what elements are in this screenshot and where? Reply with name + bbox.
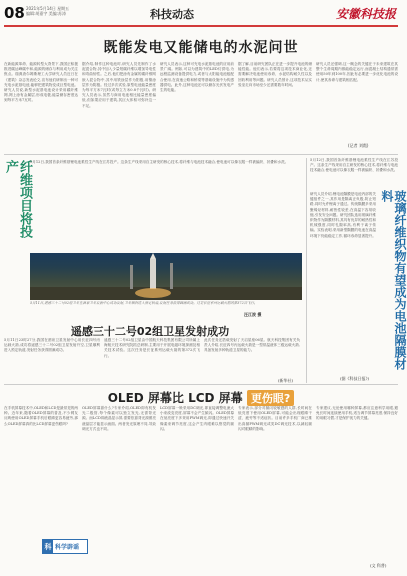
photo-credit: 汪江波 摄 bbox=[244, 312, 262, 317]
science-icon: 科 bbox=[43, 540, 53, 553]
bottom-col1: 在手机屏幕技术中,OLED和LCD是最常见的两种。近年来,随着OLED屏幕的普及,不少网友反映使用OLED屏幕手机后眼睛更容易疲劳,那么OLED屏幕真的比LCD屏幕更伤眼吗? bbox=[4, 406, 78, 426]
issue-editors: 编辑:胡嘉宇 美编:苏涛 bbox=[26, 11, 66, 16]
satellite-col2: 遥感三十二号02组卫星由中国航天科技集团有限公司所属上海航天技术研究院抓总研制,主要用于开展电磁环境探测及相关技术试验。这次任务是长征系列运载火箭的第372次飞行。 bbox=[104, 338, 200, 358]
satellite-col3: 此次任务还搭载发射了天启星座06星。航天科技集团有关负责人介绍,长征四号丙运载火箭是一型常温液体三级运载火箭,具备发射多种轨道卫星的能力。 bbox=[204, 338, 300, 353]
column-divider bbox=[306, 158, 307, 383]
top-article-col4: 据了解,目前研究团队正在进一步提升电池的储能性能。他们表示,若要将这项技术商业化,还需要解决电池使用寿命、水泥结构耐久性以及回收利用等问题。研究人员预计,这项技术从实验室走向市场至少还需要数年时间。 bbox=[238, 62, 312, 87]
divider bbox=[4, 384, 398, 385]
bottom-headline-text: OLED 屏幕比 LCD 屏幕 bbox=[107, 391, 243, 405]
photo-illustration bbox=[30, 253, 302, 300]
fiber-article-body: 5月12日,我国首条纤维基锂电池柔性生产线在江苏投产。这条生产线采用自主研发的核心技术,将纤维与电池技术融合,使电池可以像衣服一样被编织、折叠和水洗。 bbox=[30, 160, 289, 164]
divider bbox=[4, 154, 398, 155]
top-article-col5: 研究人员还强调,这一概念的关键在于未来建筑在其整个生命周期内都能稳定运行,而混凝土结构通常需使用50年到100年,因此有必要进一步优化电池的设计,使其寿命与建筑相匹配。 bbox=[316, 62, 398, 82]
bottom-col3: LCD屏幕一般采用DC调光,即直接调整电流大小来改变亮度,屏幕不会产生频闪。OLED屏幕在低亮度下多采用PWM调光,即通过快速开关像素来调节亮度,这会产生肉眼难以察觉的频闪。 bbox=[160, 406, 234, 431]
launch-photo bbox=[30, 253, 302, 300]
newspaper-logo: 安徽科技报 bbox=[335, 7, 396, 21]
satellite-col1: 5月11日23时27分,我国在酒泉卫星发射中心用长征四号丙运载火箭,成功将遥感三十二号02组卫星发射升空,卫星顺利进入预定轨道,发射任务获得圆满成功。 bbox=[4, 338, 100, 353]
vertical-title-left: 纤维项目将投产 bbox=[3, 160, 32, 238]
photo-caption: 5月11日,遥感三十二号02组卫星在酒泉卫星发射中心成功发射,卫星顺利进入预定轨道,发射任务获得圆满成功。这是长征系列运载火箭的第372次飞行。 bbox=[30, 301, 258, 305]
header-rule bbox=[4, 25, 398, 27]
top-headline: 既能发电又能储电的水泥问世 bbox=[103, 40, 299, 56]
satellite-headline: 遥感三十二号02组卫星发射成功 bbox=[70, 325, 230, 338]
issue-meta bbox=[26, 6, 69, 16]
issue-date: 2021年5月14日 星期五 bbox=[26, 6, 70, 11]
vertical-title-right: 玻璃纤维织物有望成为电池隔膜材料 bbox=[380, 190, 407, 370]
top-article-byline: (记者 刘霞) bbox=[348, 143, 369, 148]
top-article-col3: 研究人员表示,这种可充电水泥基电池的应用前景广阔。例如,可以为建筑中的LED灯供电,为远程监测设备提供电力,或者与太阳能电池板配合使用,在高速公路和桥梁等基础设施中为传感器供电。此外,这种电池还可以储存光伏发电产生的电能。 bbox=[160, 62, 234, 93]
bottom-credit: (文 科普) bbox=[370, 563, 387, 568]
science-rumor-label: 科学辟谣 bbox=[55, 544, 80, 551]
bottom-col4: 专家表示,部分对频闪较敏感的人群,长时间在低亮度下使用OLED屏幕,可能会出现眼睛干涩、疲劳等不适症状。目前许多手机厂商已推出高频PWM调光或类DC调光技术,以减轻频闪对眼睛的影响。 bbox=[238, 406, 312, 431]
top-article-col1: 在新能源革命、能源转型大背景下,我国正积极推进碳达峰碳中和,能源的储存与利用成为关注焦点。瑞典查尔姆斯理工大学研究人员近日在《建筑》杂志发表论文,宣布他们研制出一种可充电水泥基电池,能够把建筑物变成巨型电池。研究人员说,新型水泥基电池设计采用碳纤维网,网上涂有金属层,形成电极,能量储存密度达到每平方米7瓦时。 bbox=[4, 62, 78, 103]
science-rumor-box bbox=[42, 539, 88, 554]
section-title: 科技动态 bbox=[150, 8, 194, 21]
bottom-col5: 专家建议,无论使用哪种屏幕,都应注意科学用眼,避免长时间连续使用手机,适当调节屏幕亮度,保持良好的用眼习惯,才是保护视力的关键。 bbox=[316, 406, 398, 421]
bottom-headline-badge: 更伤眼? bbox=[247, 390, 294, 406]
satellite-credit: (新华社) bbox=[278, 378, 294, 383]
right-credit: (据《科技日报》) bbox=[340, 376, 370, 381]
bottom-headline bbox=[0, 389, 402, 406]
top-article-col2: 据介绍,制作这种电池时,研究人员先制作了水泥混合物,其中加入少量短碳纤维以增加导电性和弯曲韧性。之后,他们把涂有金属的碳纤维网嵌入混合物中,其中用铁涂层作为阳极,用镍涂层作为阴极。经过多次试验,原型电池能量密度为每平方米7瓦时(或每立方米0.8千瓦时)。研究人员表示,虽然与商用电池相比能量密度偏低,但如果应用于建筑,其巨大体积可弥补这一不足。 bbox=[82, 62, 156, 108]
page-number: 08 bbox=[4, 4, 25, 22]
right-body: 研究人员介绍,锂电池隔膜是电池内部的关键组件之一,其作用是隔离正负极,防止短路,同时允许锂离子通过。传统隔膜多采用聚烯烃材料,耐热性较差,在高温下容易收缩,引发安全问题。研究团队选用玻璃纤维织物作为隔膜材料,其具有优异的耐热性和机械强度,同时孔隙率高,有利于离子传输。实验表明,采用新型隔膜的电池在高温环境下仍能稳定工作,循环寿命显著提升。 bbox=[310, 192, 376, 238]
bottom-col2: OLED屏幕靠什么?专家介绍,OLED即有机发光二极管,每个像素可以独立发光,无需背光源。而LCD即液晶显示屏,需要依靠背光源照亮液晶层才能显示画面。两者发光原理不同,导致调光方式也不同。 bbox=[82, 406, 156, 431]
right-intro: 5月12日,我国首条纤维基锂电池柔性生产线在江苏投产。这条生产线采用自主研发的核心技术,将纤维与电池技术融合,使电池可以像衣服一样被编织、折叠和水洗。 bbox=[310, 158, 398, 173]
